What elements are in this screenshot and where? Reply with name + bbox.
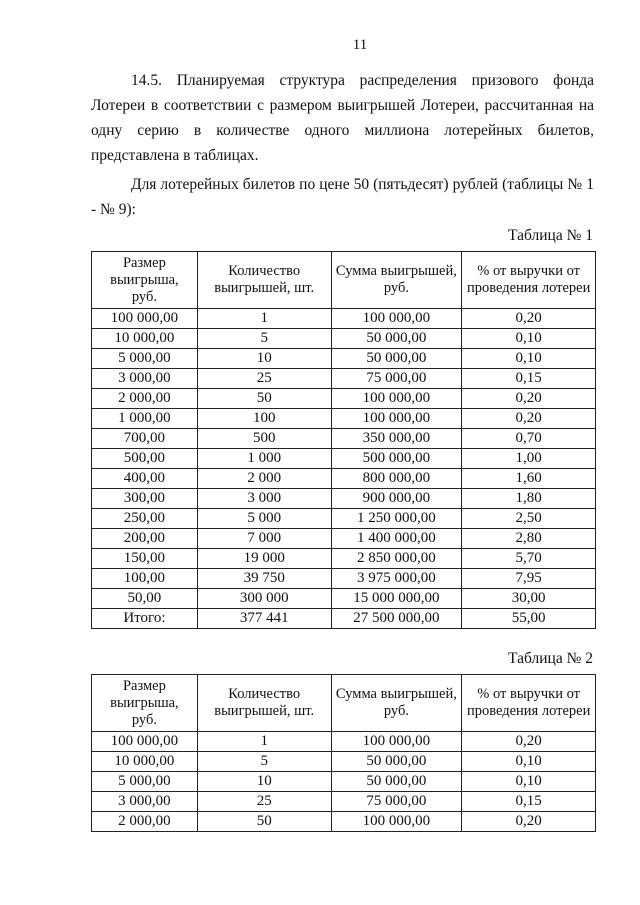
cell-revenue-percent: 0,20 — [462, 732, 596, 752]
cell-prize-size: 2 000,00 — [92, 812, 198, 832]
table-1-caption: Таблица № 1 — [508, 227, 593, 244]
paragraph-ticket-price: Для лотерейных билетов по цене 50 (пятьдесят) рублей (таблицы № 1 - № 9): — [91, 176, 594, 218]
cell-revenue-percent: 0,15 — [462, 792, 596, 812]
cell-revenue-percent: 5,70 — [462, 549, 596, 569]
table-row — [92, 409, 596, 429]
cell-prize-count: 500 — [197, 429, 331, 449]
header-prize-count: Количество выигрышей, шт. — [197, 252, 331, 309]
table-row — [92, 589, 596, 609]
cell-revenue-percent: 2,80 — [462, 529, 596, 549]
cell-revenue-percent: 1,60 — [462, 469, 596, 489]
table-row — [92, 469, 596, 489]
cell-prize-size: 5 000,00 — [92, 772, 198, 792]
paragraph-prize-fund-structure: 14.5. Планируемая структура распределения призового фонда Лотереи в соответствии с размером выигрышей Лотереи, рассчитанная на одну серию в количестве одного миллиона лотерейных билетов, представлена в таблицах. — [91, 72, 594, 164]
table-row — [92, 569, 596, 589]
cell-prize-size: 10 000,00 — [92, 752, 198, 772]
cell-revenue-percent: 0,20 — [462, 309, 596, 329]
table-row — [92, 609, 596, 629]
table-row — [92, 489, 596, 509]
cell-prize-size: 500,00 — [92, 449, 198, 469]
cell-revenue-percent: 0,10 — [462, 349, 596, 369]
cell-revenue-percent: 55,00 — [462, 609, 596, 629]
cell-prize-count: 10 — [197, 349, 331, 369]
table-row — [92, 329, 596, 349]
cell-revenue-percent: 0,10 — [462, 752, 596, 772]
table-header-row — [92, 675, 596, 732]
cell-revenue-percent: 2,50 — [462, 509, 596, 529]
table-row — [92, 549, 596, 569]
cell-prize-count: 50 — [197, 389, 331, 409]
prize-table-2 — [91, 674, 596, 832]
cell-prize-size: 50,00 — [92, 589, 198, 609]
table-row — [92, 389, 596, 409]
cell-prize-sum: 2 850 000,00 — [331, 549, 462, 569]
table-row — [92, 529, 596, 549]
table-2-caption: Таблица № 2 — [508, 650, 593, 667]
cell-prize-sum: 50 000,00 — [331, 772, 462, 792]
cell-prize-sum: 100 000,00 — [331, 732, 462, 752]
cell-prize-sum: 100 000,00 — [331, 409, 462, 429]
cell-revenue-percent: 0,70 — [462, 429, 596, 449]
cell-revenue-percent: 1,80 — [462, 489, 596, 509]
table-row — [92, 812, 596, 832]
page-number: 11 — [352, 37, 368, 53]
cell-prize-count: 19 000 — [197, 549, 331, 569]
table-row — [92, 309, 596, 329]
cell-prize-size: 400,00 — [92, 469, 198, 489]
cell-revenue-percent: 0,20 — [462, 389, 596, 409]
cell-prize-sum: 800 000,00 — [331, 469, 462, 489]
cell-prize-sum: 15 000 000,00 — [331, 589, 462, 609]
cell-prize-sum: 75 000,00 — [331, 369, 462, 389]
cell-revenue-percent: 7,95 — [462, 569, 596, 589]
table-row — [92, 449, 596, 469]
cell-prize-sum: 100 000,00 — [331, 812, 462, 832]
cell-prize-size: Итого: — [92, 609, 198, 629]
cell-revenue-percent: 0,20 — [462, 812, 596, 832]
cell-revenue-percent: 0,10 — [462, 772, 596, 792]
cell-revenue-percent: 30,00 — [462, 589, 596, 609]
header-prize-count: Количество выигрышей, шт. — [197, 675, 331, 732]
header-prize-size: Размер выигрыша, руб. — [92, 252, 198, 309]
cell-prize-sum: 500 000,00 — [331, 449, 462, 469]
cell-prize-size: 700,00 — [92, 429, 198, 449]
cell-prize-size: 300,00 — [92, 489, 198, 509]
cell-prize-sum: 350 000,00 — [331, 429, 462, 449]
cell-prize-size: 100 000,00 — [92, 732, 198, 752]
cell-revenue-percent: 0,15 — [462, 369, 596, 389]
cell-prize-sum: 50 000,00 — [331, 329, 462, 349]
cell-prize-count: 10 — [197, 772, 331, 792]
cell-prize-count: 5 — [197, 329, 331, 349]
cell-prize-size: 10 000,00 — [92, 329, 198, 349]
table-row — [92, 349, 596, 369]
cell-prize-size: 3 000,00 — [92, 369, 198, 389]
cell-prize-count: 5 000 — [197, 509, 331, 529]
table-row — [92, 792, 596, 812]
cell-prize-size: 250,00 — [92, 509, 198, 529]
cell-prize-count: 1 000 — [197, 449, 331, 469]
cell-prize-count: 5 — [197, 752, 331, 772]
cell-prize-count: 377 441 — [197, 609, 331, 629]
cell-prize-size: 200,00 — [92, 529, 198, 549]
cell-prize-count: 300 000 — [197, 589, 331, 609]
cell-prize-size: 100 000,00 — [92, 309, 198, 329]
cell-prize-sum: 1 250 000,00 — [331, 509, 462, 529]
cell-prize-count: 7 000 — [197, 529, 331, 549]
table-header-row — [92, 252, 596, 309]
table-row — [92, 732, 596, 752]
cell-prize-count: 2 000 — [197, 469, 331, 489]
cell-prize-size: 150,00 — [92, 549, 198, 569]
cell-prize-count: 100 — [197, 409, 331, 429]
cell-revenue-percent: 0,10 — [462, 329, 596, 349]
cell-prize-size: 3 000,00 — [92, 792, 198, 812]
cell-prize-sum: 3 975 000,00 — [331, 569, 462, 589]
cell-prize-size: 2 000,00 — [92, 389, 198, 409]
cell-prize-sum: 1 400 000,00 — [331, 529, 462, 549]
cell-revenue-percent: 0,20 — [462, 409, 596, 429]
header-revenue-percent: % от выручки от проведения лотереи — [462, 675, 596, 732]
cell-prize-size: 100,00 — [92, 569, 198, 589]
cell-prize-count: 25 — [197, 369, 331, 389]
header-prize-sum: Сумма выигрышей, руб. — [331, 252, 462, 309]
cell-prize-count: 1 — [197, 732, 331, 752]
cell-prize-count: 50 — [197, 812, 331, 832]
cell-prize-size: 1 000,00 — [92, 409, 198, 429]
cell-revenue-percent: 1,00 — [462, 449, 596, 469]
cell-prize-count: 25 — [197, 792, 331, 812]
cell-prize-count: 39 750 — [197, 569, 331, 589]
cell-prize-sum: 50 000,00 — [331, 752, 462, 772]
table-row — [92, 369, 596, 389]
cell-prize-size: 5 000,00 — [92, 349, 198, 369]
table-row — [92, 429, 596, 449]
prize-table-1 — [91, 251, 596, 629]
cell-prize-sum: 75 000,00 — [331, 792, 462, 812]
cell-prize-sum: 100 000,00 — [331, 309, 462, 329]
header-prize-size: Размер выигрыша, руб. — [92, 675, 198, 732]
cell-prize-count: 1 — [197, 309, 331, 329]
cell-prize-sum: 100 000,00 — [331, 389, 462, 409]
cell-prize-count: 3 000 — [197, 489, 331, 509]
table-row — [92, 772, 596, 792]
cell-prize-sum: 50 000,00 — [331, 349, 462, 369]
table-row — [92, 509, 596, 529]
header-revenue-percent: % от выручки от проведения лотереи — [462, 252, 596, 309]
header-prize-sum: Сумма выигрышей, руб. — [331, 675, 462, 732]
table-row — [92, 752, 596, 772]
cell-prize-sum: 900 000,00 — [331, 489, 462, 509]
cell-prize-sum: 27 500 000,00 — [331, 609, 462, 629]
